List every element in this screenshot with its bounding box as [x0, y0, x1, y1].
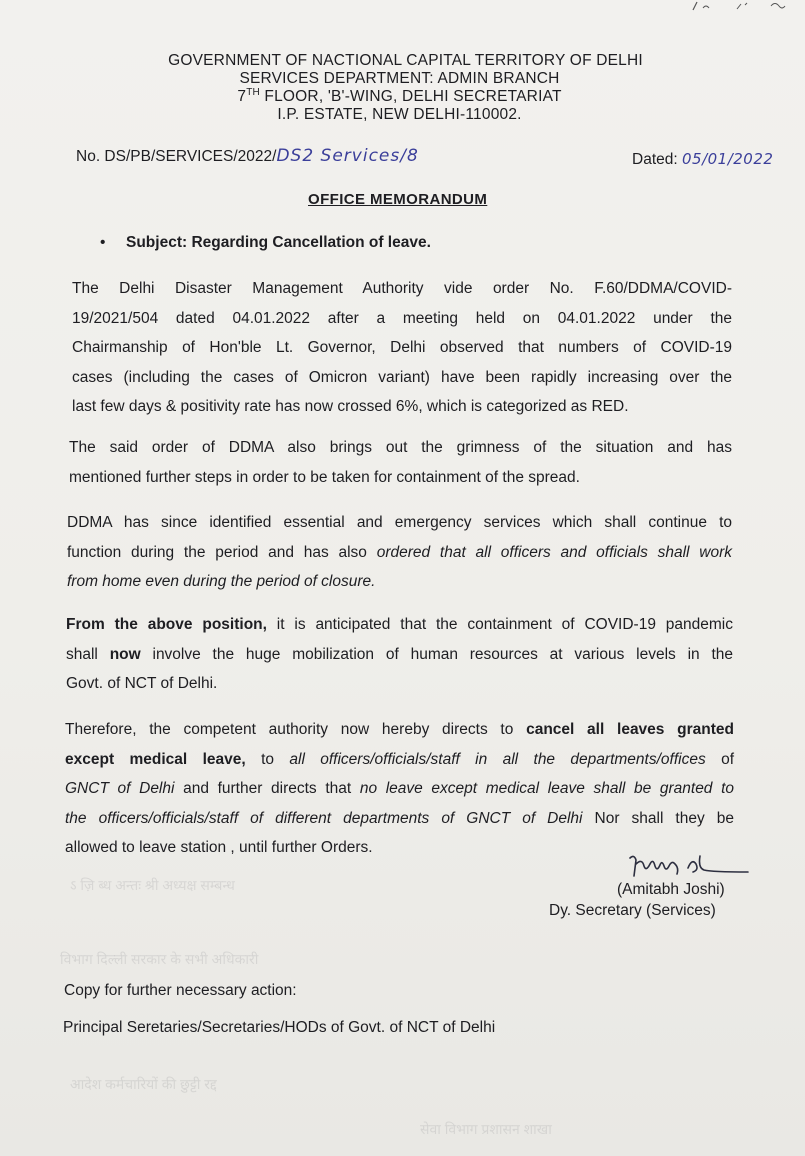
paragraph-5-line	[65, 745, 734, 775]
bleed-through-text: सेवा विभाग प्रशासन शाखा	[420, 1121, 552, 1137]
date-label: Dated:	[632, 151, 678, 168]
memo-title: OFFICE MEMORANDUM	[308, 191, 488, 208]
paragraph-3-line: DDMA has since identified essential and emergency services which shall continue to	[67, 514, 732, 531]
paragraph-3-emphasis: from home even during the period of closure.	[67, 573, 376, 590]
bleed-through-text: विभाग दिल्ली सरकार के सभी अधिकारी	[60, 951, 259, 967]
copy-to-label: Copy for further necessary action:	[64, 982, 297, 999]
paragraph-3	[67, 508, 732, 597]
bullet-icon: •	[100, 234, 106, 251]
floor-address: FLOOR, 'B'-WING, DELHI SECRETARIAT	[259, 88, 562, 105]
letterhead-line-3	[0, 88, 805, 106]
paragraph-5-line	[65, 715, 734, 745]
paragraph-1	[72, 274, 732, 422]
paragraph-4-line: Govt. of NCT of Delhi.	[66, 675, 218, 692]
paragraph-5-text: Therefore, the competent authority now hereby directs to	[65, 721, 527, 738]
paragraph-5	[65, 715, 734, 863]
paragraph-5-text: of	[705, 750, 735, 768]
reference-prefix: No. DS/PB/SERVICES/2022/	[76, 148, 277, 165]
floor-suffix: TH	[246, 87, 260, 98]
paragraph-1-line: 19/2021/504 dated 04.01.2022 after a meeting held on 04.01.2022 under the	[72, 309, 732, 327]
paragraph-5-line	[65, 804, 734, 834]
subject-line	[100, 234, 431, 252]
paragraph-4-text: shall	[66, 645, 110, 663]
signature-scribble	[622, 850, 752, 884]
paragraph-5-emphasis: no leave except medical leave shall be granted to	[359, 780, 734, 797]
letterhead-line-4: I.P. ESTATE, NEW DELHI-110002.	[277, 106, 522, 123]
subject-text: Subject: Regarding Cancellation of leave.	[126, 234, 431, 251]
paragraph-4-text: it is anticipated that the containment of COVID-19 pandemic	[266, 616, 733, 633]
paragraph-3-emphasis: ordered that all officers and officials shall work	[376, 543, 732, 561]
signatory-designation: Dy. Secretary (Services)	[549, 902, 716, 919]
paragraph-5-emphasis: GNCT of Delhi	[65, 780, 175, 797]
paragraph-5-emphasis: all officers/officials/staff in all the departments/offices	[289, 750, 706, 768]
paragraph-5-text: to	[245, 750, 290, 768]
paragraph-2	[69, 433, 732, 492]
paragraph-4-line	[66, 640, 733, 670]
paragraph-4-text: involve the huge mobilization of human resources at various levels in the	[140, 645, 733, 663]
floor-number: 7	[237, 88, 247, 105]
paragraph-1-line: last few days & positivity rate has now crossed 6%, which is categorized as RED.	[72, 398, 629, 415]
paragraph-5-emphasis: the officers/officials/staff of different departments of GNCT of Delhi	[65, 809, 583, 827]
letterhead	[0, 52, 805, 124]
date-line	[632, 150, 773, 169]
letterhead-line-1: GOVERNMENT OF NACTIONAL CAPITAL TERRITORY OF DELHI	[168, 52, 643, 69]
letterhead-line-2: SERVICES DEPARTMENT: ADMIN BRANCH	[239, 70, 560, 87]
bleed-through-text: ऽ ज़ि ब्ध अन्तः श्री अध्यक्ष सम्बन्ध	[70, 877, 235, 893]
edge-marks	[685, 0, 805, 14]
paragraph-1-line: Chairmanship of Hon'ble Lt. Governor, Delhi observed that numbers of COVID-19	[72, 339, 732, 356]
paragraph-5-text: and further directs that	[174, 780, 360, 797]
signatory-name: (Amitabh Joshi)	[617, 881, 725, 898]
paragraph-5-line	[65, 774, 734, 804]
paragraph-5-text: Nor shall they be	[582, 809, 734, 827]
reference-number	[76, 146, 419, 166]
paragraph-4-bold: From the above position,	[66, 616, 267, 633]
paragraph-4-line	[66, 610, 733, 640]
bleed-through-text: आदेश कर्मचारियों की छुट्टी रद्द	[70, 1076, 217, 1092]
paragraph-2-line: The said order of DDMA also brings out the grimness of the situation and has	[69, 439, 732, 456]
paragraph-5-bold: cancel all leaves granted	[526, 721, 734, 738]
paragraph-1-line: The Delhi Disaster Management Authority vide order No. F.60/DDMA/COVID-	[72, 280, 732, 297]
paragraph-2-line: mentioned further steps in order to be taken for containment of the spread.	[69, 468, 580, 486]
paragraph-3-line	[67, 567, 732, 597]
paragraph-5-bold: except medical leave,	[65, 750, 246, 768]
paragraph-5-line: allowed to leave station , until further Orders.	[65, 839, 373, 856]
paragraph-3-text: function during the period and has also	[67, 543, 377, 561]
paragraph-4-bold: now	[109, 645, 141, 663]
paragraph-4	[66, 610, 733, 699]
date-handwritten: 05/01/2022	[681, 150, 774, 168]
reference-handwritten: DS2 Services/8	[276, 146, 419, 166]
paragraph-1-line: cases (including the cases of Omicron variant) have been rapidly increasing over the	[72, 368, 732, 386]
recipients-line: Principal Seretaries/Secretaries/HODs of Govt. of NCT of Delhi	[63, 1019, 496, 1036]
paragraph-3-line	[67, 538, 732, 568]
